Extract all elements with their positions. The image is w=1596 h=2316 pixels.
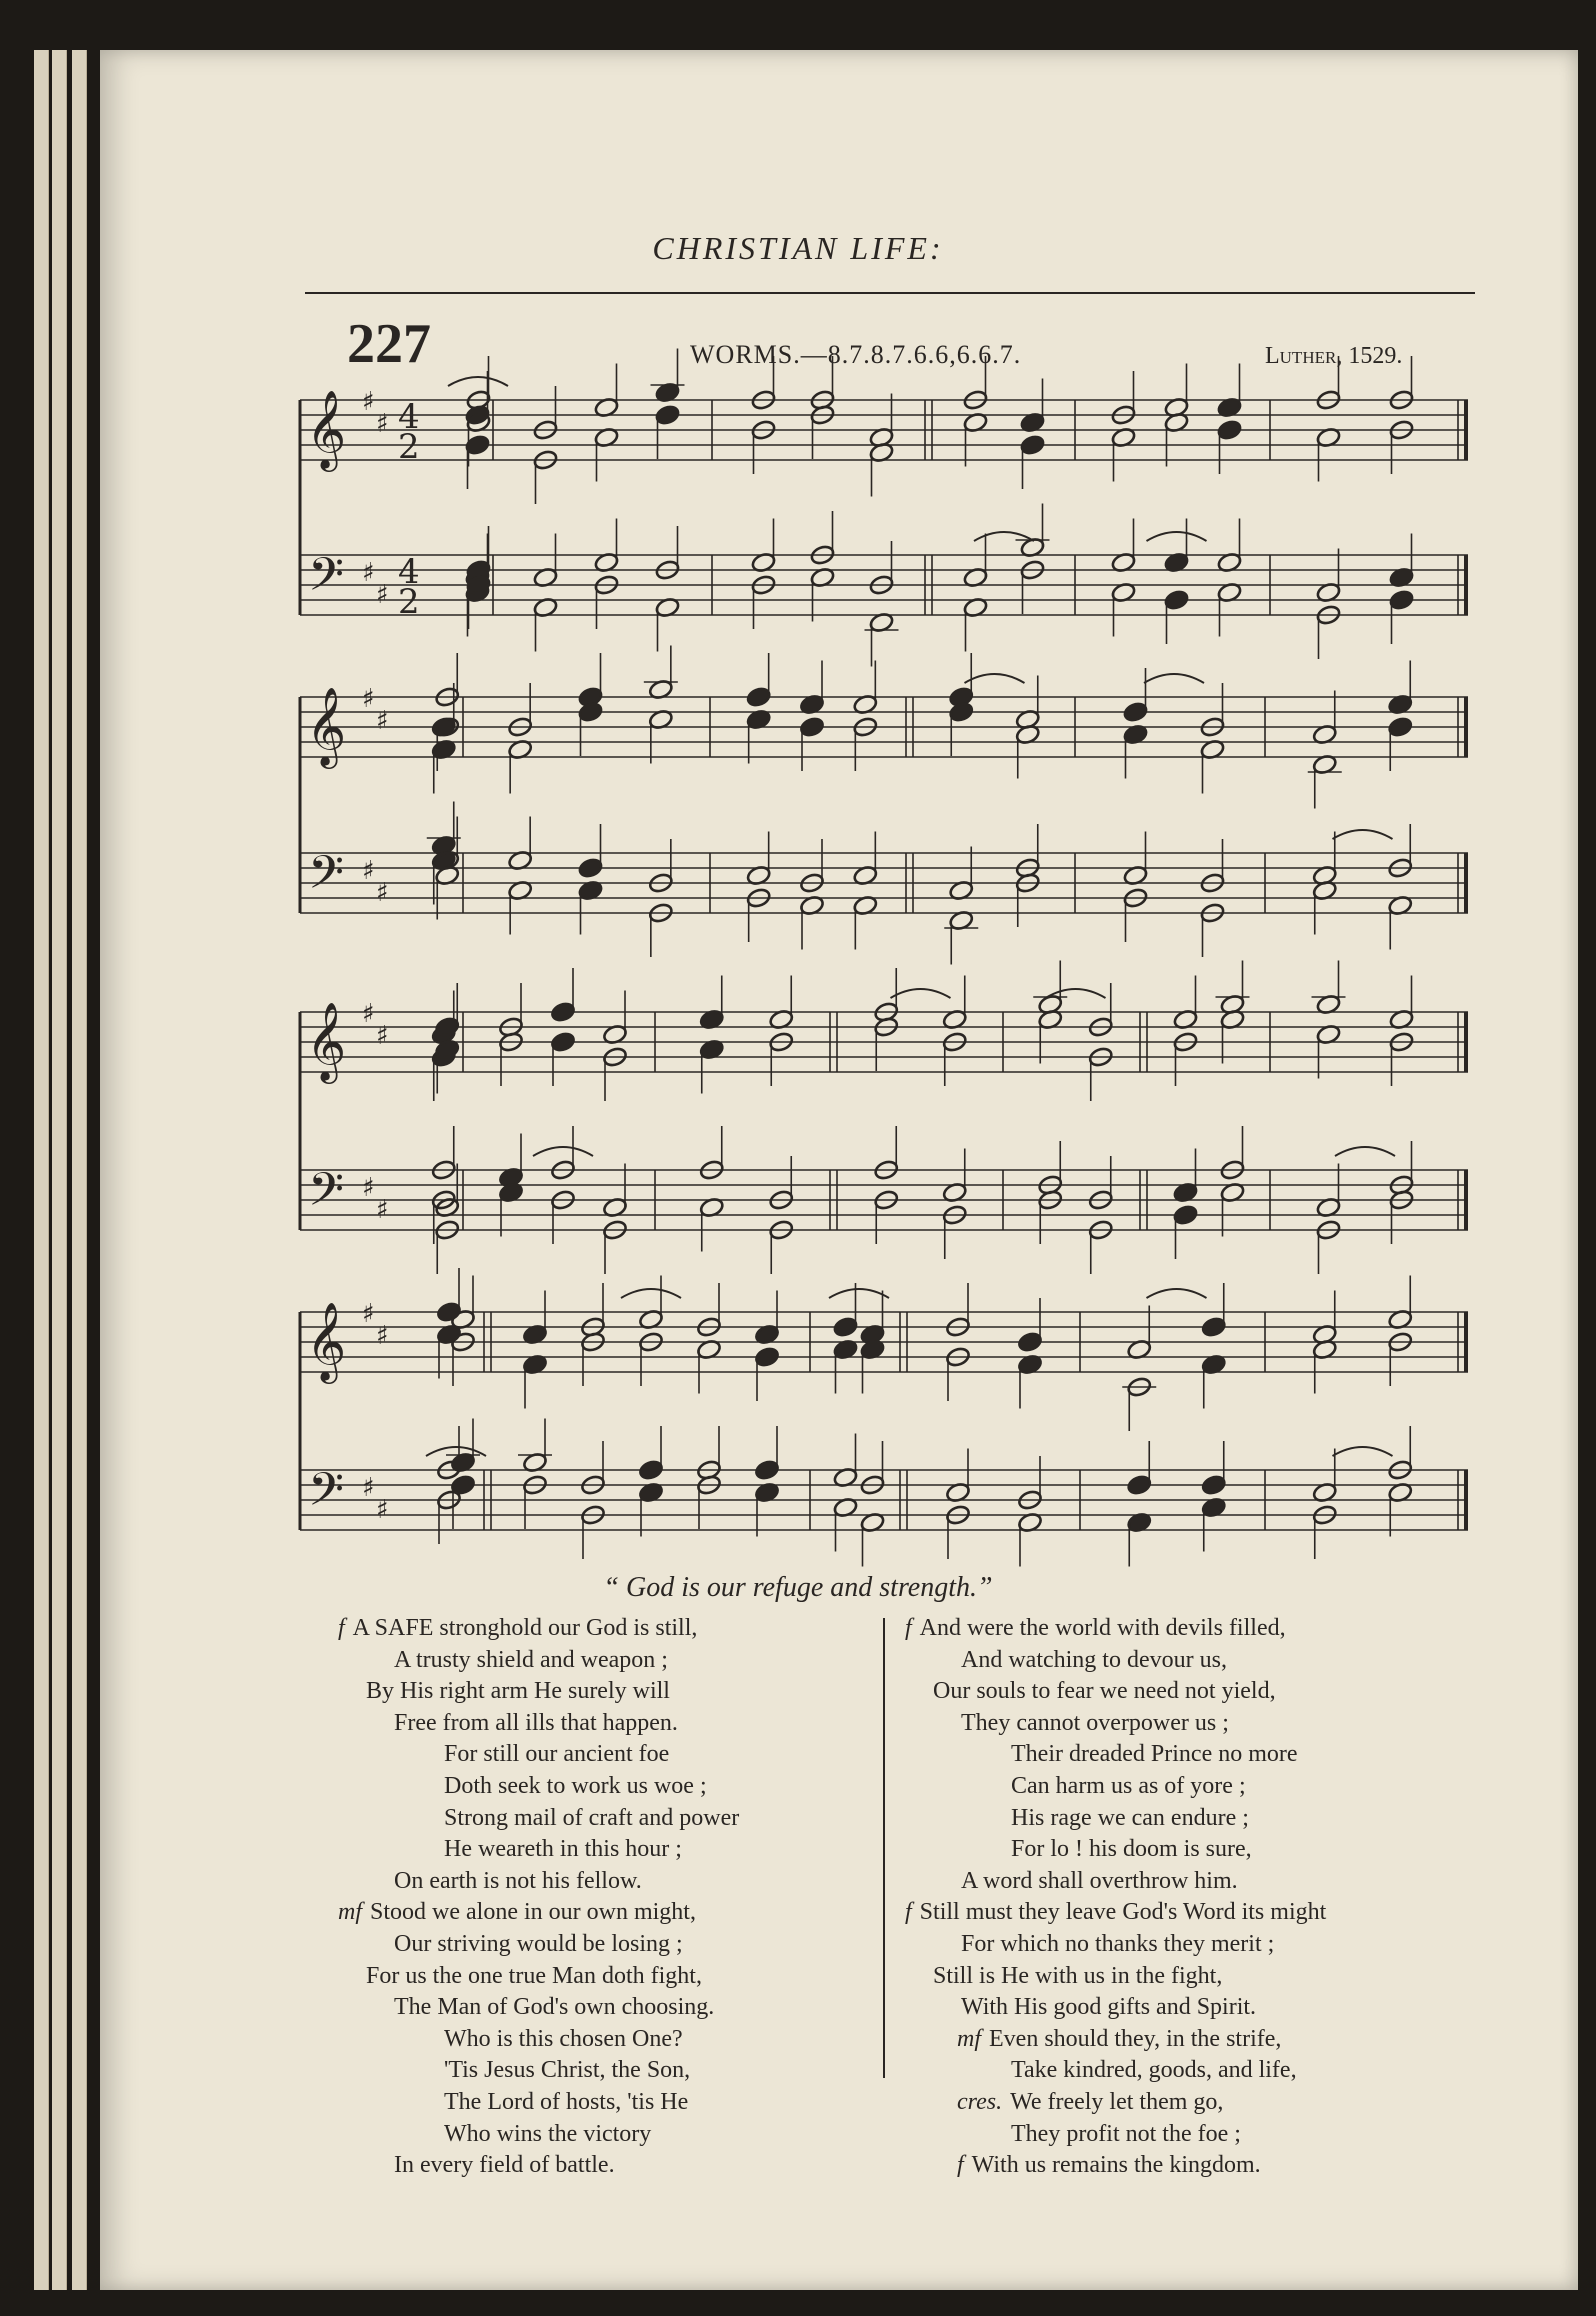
verse-text: And watching to devour us, [961, 1646, 1227, 1673]
note-head [1017, 1331, 1043, 1353]
note-head [1388, 589, 1414, 611]
verse-line [338, 1645, 739, 1677]
sharp-sign: ♯ [362, 558, 375, 588]
verse-line [905, 1645, 1326, 1677]
verse-line [905, 2087, 1326, 2119]
note-head [550, 1001, 576, 1023]
dynamic-marking: f [957, 2152, 964, 2179]
verse-text: Even should they, in the strife, [989, 2025, 1282, 2052]
verse-line [905, 1739, 1326, 1771]
verse-line [338, 2087, 739, 2119]
verse-line [338, 2119, 739, 2151]
verse-text: Still must they leave God's Word its might [919, 1899, 1327, 1926]
note-head [832, 1316, 858, 1338]
sharp-sign: ♯ [362, 1299, 375, 1329]
verse-column-left [338, 1613, 739, 2182]
verse-line [338, 1897, 739, 1929]
verse-line [338, 1803, 739, 1835]
column-divider [883, 1618, 885, 2078]
dynamic-marking: mf [957, 2025, 981, 2052]
slur [1335, 1147, 1395, 1156]
verse-line [905, 1929, 1326, 1961]
verse-text: His rage we can endure ; [1011, 1804, 1249, 1831]
sharp-sign: ♯ [376, 1321, 389, 1351]
sharp-sign: ♯ [376, 1195, 389, 1225]
treble-clef-icon: 𝄞 [306, 390, 347, 469]
note-head [1019, 434, 1045, 456]
verse-line [905, 2119, 1326, 2151]
tune-name: WORMS.—8.7.8.7.6.6,6.6.7. [690, 340, 1022, 369]
sharp-sign: ♯ [362, 1173, 375, 1203]
verse-line [905, 1992, 1326, 2024]
time-signature: 2 [398, 582, 420, 622]
verse-line [905, 1613, 1326, 1645]
treble-clef-icon: 𝄞 [306, 1002, 347, 1081]
verse-text: Our souls to fear we need not yield, [933, 1678, 1276, 1705]
sharp-sign: ♯ [376, 1495, 389, 1525]
verse-line [905, 2055, 1326, 2087]
verse-line [905, 1771, 1326, 1803]
slur [533, 1147, 593, 1156]
sharp-sign: ♯ [362, 999, 375, 1029]
note-head [1122, 701, 1148, 723]
sharp-sign: ♯ [362, 856, 375, 886]
verse-line [338, 2150, 739, 2182]
verse-text: A SAFE stronghold our God is still, [352, 1615, 698, 1641]
note-head [746, 686, 772, 708]
note-head [799, 716, 825, 738]
verse-text: A trusty shield and weapon ; [394, 1646, 668, 1673]
verse-text: Strong mail of craft and power [444, 1804, 740, 1831]
time-signature: 4 [398, 552, 420, 592]
note-head [436, 1301, 462, 1323]
verse-line [338, 1961, 739, 1993]
note-head [754, 1346, 780, 1368]
slur [1333, 1447, 1393, 1456]
verse-line [905, 1834, 1326, 1866]
time-signature: 2 [398, 427, 420, 467]
note-head [577, 857, 603, 879]
verse-line [338, 2055, 739, 2087]
sharp-sign: ♯ [376, 409, 389, 439]
treble-clef-icon: 𝄞 [306, 1302, 347, 1381]
slur [829, 1289, 889, 1298]
verse-text: He weareth in this hour ; [444, 1836, 682, 1863]
sharp-sign: ♯ [376, 1021, 389, 1051]
note-head [654, 404, 680, 426]
verse-text: A word shall overthrow him. [961, 1867, 1238, 1894]
sharp-sign: ♯ [376, 706, 389, 736]
verse-text: With us remains the kingdom. [971, 2152, 1261, 2179]
note-head [1216, 419, 1242, 441]
bass-clef-icon: 𝄢 [308, 1163, 345, 1228]
slur [621, 1289, 681, 1298]
verse-text: 'Tis Jesus Christ, the Son, [444, 2057, 691, 2084]
verse-text: Take kindred, goods, and life, [1011, 2057, 1297, 2084]
verse-line [338, 1834, 739, 1866]
verse-line [905, 1803, 1326, 1835]
verse-text: Who is this chosen One? [444, 2025, 683, 2052]
sharp-sign: ♯ [362, 387, 375, 417]
slur [1144, 674, 1204, 683]
running-header: CHRISTIAN LIFE: [652, 230, 944, 266]
verse-line [338, 1992, 739, 2024]
bass-clef-icon: 𝄢 [308, 548, 345, 613]
verse-text: Doth seek to work us woe ; [444, 1772, 707, 1799]
verse-text: By His right arm He surely will [366, 1678, 670, 1705]
verse-line [338, 1676, 739, 1708]
verse-line [338, 1708, 739, 1740]
verse-text: For lo ! his doom is sure, [1011, 1836, 1252, 1863]
slur [1147, 532, 1207, 541]
slur [965, 674, 1025, 683]
tune-author: Luther, 1529. [1265, 343, 1403, 369]
note-head [754, 1459, 780, 1481]
bass-clef-icon: 𝄢 [308, 846, 345, 911]
verse-line [905, 1961, 1326, 1993]
treble-clef-icon: 𝄞 [306, 687, 347, 766]
verse-line [905, 2150, 1326, 2182]
note-head [638, 1459, 664, 1481]
verse-text: Their dreaded Prince no more [1011, 1741, 1298, 1768]
verse-text: In every field of battle. [394, 2152, 615, 2179]
verse-line [338, 1613, 739, 1645]
verse-text: For which no thanks they merit ; [961, 1930, 1275, 1957]
verse-text: Our striving would be losing ; [394, 1930, 683, 1957]
verse-text: With His good gifts and Spirit. [961, 1994, 1257, 2021]
verse-text: Free from all ills that happen. [394, 1709, 678, 1736]
time-signature: 4 [398, 397, 420, 437]
scripture-caption: “ God is our refuge and strength.” [603, 1572, 993, 1603]
verse-line [338, 2024, 739, 2056]
verse-text: They cannot overpower us ; [961, 1709, 1229, 1736]
note-head [1172, 1204, 1198, 1226]
sharp-sign: ♯ [376, 878, 389, 908]
slur [891, 989, 951, 998]
bass-clef-icon: 𝄢 [308, 1463, 345, 1528]
verse-line [905, 1897, 1326, 1929]
note-head [1201, 1474, 1227, 1496]
slur [1333, 830, 1393, 839]
verse-text: Stood we alone in our own might, [370, 1899, 696, 1926]
note-head [1201, 1316, 1227, 1338]
verse-text: The Lord of hosts, 'tis He [444, 2088, 689, 2115]
note-head [550, 1031, 576, 1053]
verse-text: Who wins the victory [444, 2120, 652, 2147]
sharp-sign: ♯ [362, 684, 375, 714]
slur [448, 377, 508, 386]
sharp-sign: ♯ [362, 1473, 375, 1503]
verse-text: And were the world with devils filled, [919, 1615, 1286, 1641]
verse-text: Still is He with us in the fight, [933, 1962, 1223, 1989]
dynamic-marking: cres. [957, 2088, 1003, 2115]
sharp-sign: ♯ [376, 580, 389, 610]
dynamic-marking: f [338, 1615, 345, 1641]
note-head [1387, 716, 1413, 738]
verse-text: The Man of God's own choosing. [394, 1994, 715, 2021]
verse-text: Can harm us as of yore ; [1011, 1772, 1246, 1799]
verse-line [338, 1929, 739, 1961]
dynamic-marking: f [905, 1615, 912, 1641]
verse-text: On earth is not his fellow. [394, 1867, 642, 1894]
verse-text: They profit not the foe ; [1011, 2120, 1241, 2147]
hymn-number: 227 [347, 313, 431, 375]
verse-line [905, 2024, 1326, 2056]
dynamic-marking: f [905, 1899, 912, 1926]
verse-column-right [905, 1613, 1326, 2182]
note-head [1126, 1474, 1152, 1496]
verse-text: For still our ancient foe [444, 1741, 670, 1768]
verse-line [905, 1866, 1326, 1898]
verse-text: We freely let them go, [1010, 2088, 1224, 2115]
verse-line [905, 1676, 1326, 1708]
verse-line [338, 1771, 739, 1803]
verse-line [905, 1708, 1326, 1740]
dynamic-marking: mf [338, 1899, 362, 1926]
note-head [1163, 589, 1189, 611]
verse-text: For us the one true Man doth fight, [366, 1962, 702, 1989]
verse-line [338, 1866, 739, 1898]
verse-line [338, 1739, 739, 1771]
slur [1147, 1289, 1207, 1298]
